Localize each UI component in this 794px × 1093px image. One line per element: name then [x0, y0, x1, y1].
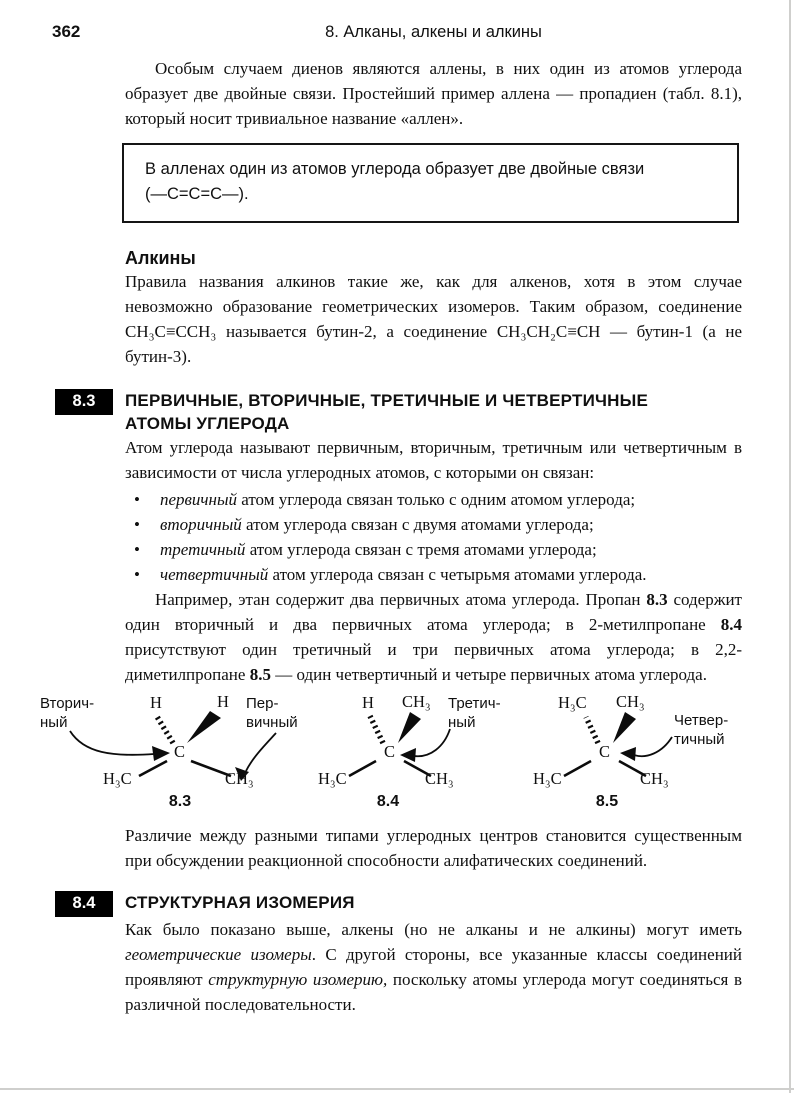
carbon-types-list [125, 487, 742, 587]
section-8-3-header [55, 389, 742, 435]
section-8-4-title: СТРУКТУРНАЯ ИЗОМЕРИЯ [125, 893, 355, 912]
running-head: 8. Алканы, алкены и алкины [325, 23, 542, 41]
atom-bottom-left: H₃C [318, 769, 347, 788]
callout-line-2: (—С=С=С—). [145, 185, 249, 203]
atom-bottom-right: CH₃ [425, 769, 454, 788]
section-8-4-paragraph: Как было показано выше, алкены (но не алканы и не алкины) могут иметь геометрические изомеры. С другой стороны, все указанные классы соединений проявляют структурную изомерию, поскольку атомы углерода могут соединяться в различной последовательности. [125, 920, 742, 1014]
atom-bottom-right: CH₃ [225, 769, 254, 788]
atom-top-left: H₃C [558, 693, 587, 712]
atom-central-carbon: C [174, 742, 186, 761]
section-8-4-header [55, 891, 742, 917]
atom-bottom-left: H₃C [103, 769, 132, 788]
figure-number: 8.5 [595, 793, 619, 810]
single-bond [349, 761, 376, 776]
annotation-quaternary-carbon: Четвер- тичный [674, 712, 729, 748]
figure-number: 8.4 [376, 793, 400, 810]
list-item: • четвертичный атом углерода связан с четырьмя атомами углерода. [125, 562, 742, 587]
structure-8-5 [528, 691, 794, 823]
figure-number: 8.3 [168, 793, 192, 810]
annotation-arrow [246, 733, 276, 771]
atom-top-left: H [362, 693, 374, 712]
list-item: • третичный атом углерода связан с тремя атомами углерода; [125, 537, 742, 562]
section-number-badge: 8.3 [55, 389, 113, 415]
arrowhead-icon [400, 748, 416, 762]
atom-top-right: CH₃ [402, 692, 431, 711]
annotation-primary-carbon: Пер- вичный [246, 695, 298, 731]
list-item: • первичный атом углерода связан только с одним атомом углерода; [125, 487, 742, 512]
atom-bottom-left: H₃C [533, 769, 562, 788]
annotation-arrow [634, 737, 672, 756]
atom-top-right: CH₃ [616, 692, 645, 711]
section-8-3-intro: Атом углерода называют первичным, вторичным, третичным или четвертичным в зависимости от числа углеродных атомов, с которыми он связан: [125, 438, 742, 482]
structural-formulas-row [40, 691, 742, 823]
atom-top-left: H [150, 693, 162, 712]
atom-central-carbon: C [599, 742, 611, 761]
solid-wedge-bond [613, 712, 636, 743]
atom-central-carbon: C [384, 742, 396, 761]
example-paragraph: Например, этан содержит два первичных атома углерода. Пропан 8.3 содержит один вторичный и два первичных атома углерода; в 2-метилпропане 8.4 присутствуют один третичный и три первичных атома углерода; в 2,2-диметилпропане 8.5 — один четвертичный и четыре первичных атома углерода. [125, 590, 742, 684]
atom-top-right: H [217, 692, 229, 711]
section-number-badge: 8.4 [55, 891, 113, 917]
alkynes-heading: Алкины [125, 248, 196, 268]
page-number: 362 [52, 22, 81, 41]
hashed-wedge-bond [586, 717, 598, 743]
structure-8-3 [40, 691, 320, 823]
single-bond [139, 761, 167, 776]
atom-bottom-right: CH₃ [640, 769, 669, 788]
annotation-arrow [414, 729, 450, 756]
single-bond [564, 761, 591, 776]
annotation-secondary-carbon: Вторич- ный [40, 695, 95, 731]
solid-wedge-bond [398, 712, 421, 743]
arrowhead-icon [152, 746, 170, 761]
hashed-wedge-bond [370, 716, 383, 743]
list-item: • вторичный атом углерода связан с двумя атомами углерода; [125, 512, 742, 537]
annotation-tertiary-carbon: Третич- ный [448, 695, 501, 731]
intro-paragraph: Особым случаем диенов являются аллены, в них один из атомов углерода образует две двойные связи. Простейший пример аллена — пропадиен (табл. 8.1), который носит тривиальное название «аллен». [125, 59, 742, 128]
hashed-wedge-bond [156, 715, 173, 743]
arrowhead-icon [620, 747, 636, 761]
closing-paragraph: Различие между разными типами углеродных центров становится существенным при обсуждении реакционной способности алифатических соединений. [125, 826, 742, 870]
callout-box [122, 143, 739, 223]
alkynes-paragraph: Правила названия алкинов такие же, как для алкенов, хотя в этом случае невозможно образование геометрических изомеров. Таким образом, соединение CH₃C≡CCH₃ называется бутин-2, а соединение CH₃CH₂C≡CH — бутин-1 (а не бутин-3). [125, 272, 742, 366]
solid-wedge-bond [187, 711, 221, 743]
section-8-3-title: ПЕРВИЧНЫЕ, ВТОРИЧНЫЕ, ТРЕТИЧНЫЕ И ЧЕТВЕРТИЧНЫЕ АТОМЫ УГЛЕРОДА [125, 391, 649, 433]
callout-line-1: В алленах один из атомов углерода образует две двойные связи [145, 160, 645, 178]
annotation-arrow [70, 731, 154, 755]
text-column [40, 56, 742, 1017]
